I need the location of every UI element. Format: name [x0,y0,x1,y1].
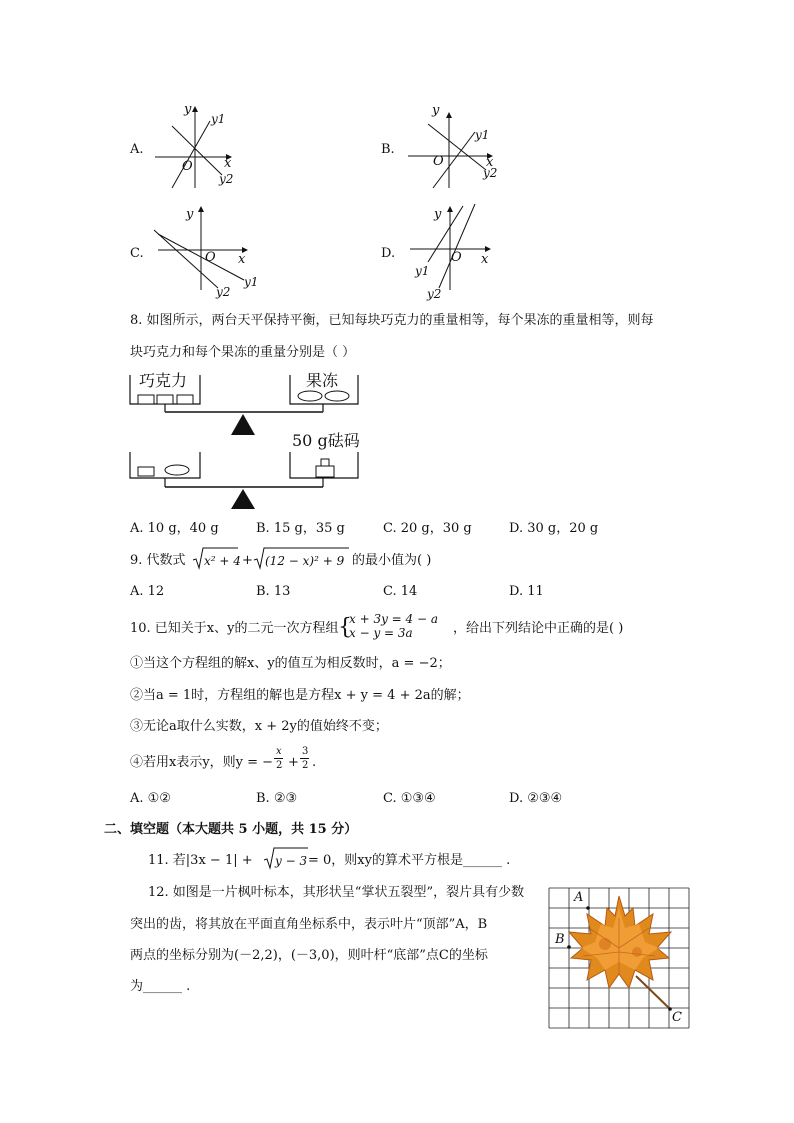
q10-statement-2: ②当a = 1时，方程组的解也是方程x + y = 4 + 2a的解； [130,688,470,703]
q9-option-d: D. 11 [509,584,544,599]
period: . [312,755,317,770]
y2-label: y2 [219,172,234,186]
jelly-label: 果冻 [306,371,339,390]
y1-label: y1 [415,264,430,278]
axis-x-label: x [238,252,246,267]
axis-x-label: x [224,156,232,171]
q9-option-c: C. 14 [383,584,418,599]
q11-radicand: y − 3 [275,854,308,868]
axis-x-label: x [481,252,489,267]
frac1-den: 2 [276,760,283,771]
q10-statement-4-prefix: ④若用x表示y，则y = − [130,755,274,770]
maple-leaf-image [569,896,671,1009]
q8-option-a: A. 10 g，40 g [130,521,219,536]
q8-option-c: C. 20 g，30 g [383,521,472,536]
q9-expr2: (12 − x)² + 9 [265,554,345,568]
q10-option-b: B. ②③ [256,791,298,806]
q10-statement-3: ③无论a取什么实数，x + 2y的值始终不变； [130,719,388,734]
q9-option-b: B. 13 [256,584,291,599]
weight-label: 50 g砝码 [292,431,360,450]
y2-label: y2 [483,166,498,180]
q11-suffix: = 0，则xy的算术平方根是______ . [308,853,511,868]
y1-label: y1 [244,275,259,289]
q8-stem-line1: 8. 如图所示，两台天平保持平衡，已知每块巧克力的重量相等，每个果冻的重量相等，则每 [130,313,654,328]
q9-stem-suffix: 的最小值为( ) [352,553,432,568]
option-d-label: D. [381,246,396,261]
y1-label: y1 [475,128,490,142]
q8-stem-line2: 块巧克力和每个果冻的重量分别是（ ） [130,345,356,360]
q10-stem-prefix: 10. 已知关于x、y的二元一次方程组 [130,621,339,636]
option-c-label: C. [130,246,144,261]
axis-y-label: y [432,103,440,118]
q10-option-a: A. ①② [130,791,171,806]
y2-label: y2 [216,285,231,299]
q11-prefix: 11. 若|3x − 1| + [148,853,253,868]
q9-stem-prefix: 9. 代数式 [130,553,186,568]
frac1-num: x [276,746,282,757]
q9-plus: + [242,553,253,568]
q12-line1: 12. 如图是一片枫叶标本，其形状呈“掌状五裂型”，裂片具有少数 [148,885,525,900]
point-b-label: B [555,932,565,947]
point-a-label: A [574,890,584,905]
brace: { [338,615,352,640]
axis-y-label: y [434,207,442,222]
q10-option-d: D. ②③④ [509,791,563,806]
axis-x-label: x [486,155,494,170]
point-c-label: C [672,1010,682,1025]
point-b [567,945,571,949]
y2-label: y2 [427,287,442,301]
y1-label: y1 [211,112,226,126]
q12-line3: 两点的坐标分别为(－2,2)，(－3,0)，则叶杆“底部”点C的坐标 [130,948,488,963]
option-a-label: A. [130,142,144,157]
origin-label: O [451,250,462,265]
q8-option-b: B. 15 g，35 g [256,521,345,536]
q8-option-d: D. 30 g，20 g [509,521,599,536]
q9-expr1: x² + 4 [204,554,241,568]
maple-leaf-grid-figure [549,888,689,1028]
q12-line4: 为______ . [130,979,191,994]
point-a [586,906,590,910]
frac2-num: 3 [302,746,309,757]
q10-statement-1: ①当这个方程组的解x、y的值互为相反数时，a = −2； [130,656,451,671]
origin-label: O [182,159,193,174]
q10-eq2: x − y = 3a [349,626,413,640]
origin-label: O [205,250,216,265]
section-heading: 二、填空题（本大题共 5 小题，共 15 分） [104,822,358,837]
plus-sign: + [288,755,299,770]
q9-option-a: A. 12 [130,584,165,599]
origin-label: O [433,154,444,169]
chocolate-label: 巧克力 [139,371,188,390]
axis-y-label: y [184,102,192,117]
q10-option-c: C. ①③④ [383,791,436,806]
frac2-den: 2 [302,760,309,771]
option-b-label: B. [381,142,395,157]
q12-line2: 突出的齿，将其放在平面直角坐标系中，表示叶片“顶部”A，B [130,917,488,932]
q10-eq1: x + 3y = 4 − a [349,612,439,626]
axis-y-label: y [186,207,194,222]
q10-stem-suffix: ，给出下列结论中正确的是( ) [453,621,624,636]
